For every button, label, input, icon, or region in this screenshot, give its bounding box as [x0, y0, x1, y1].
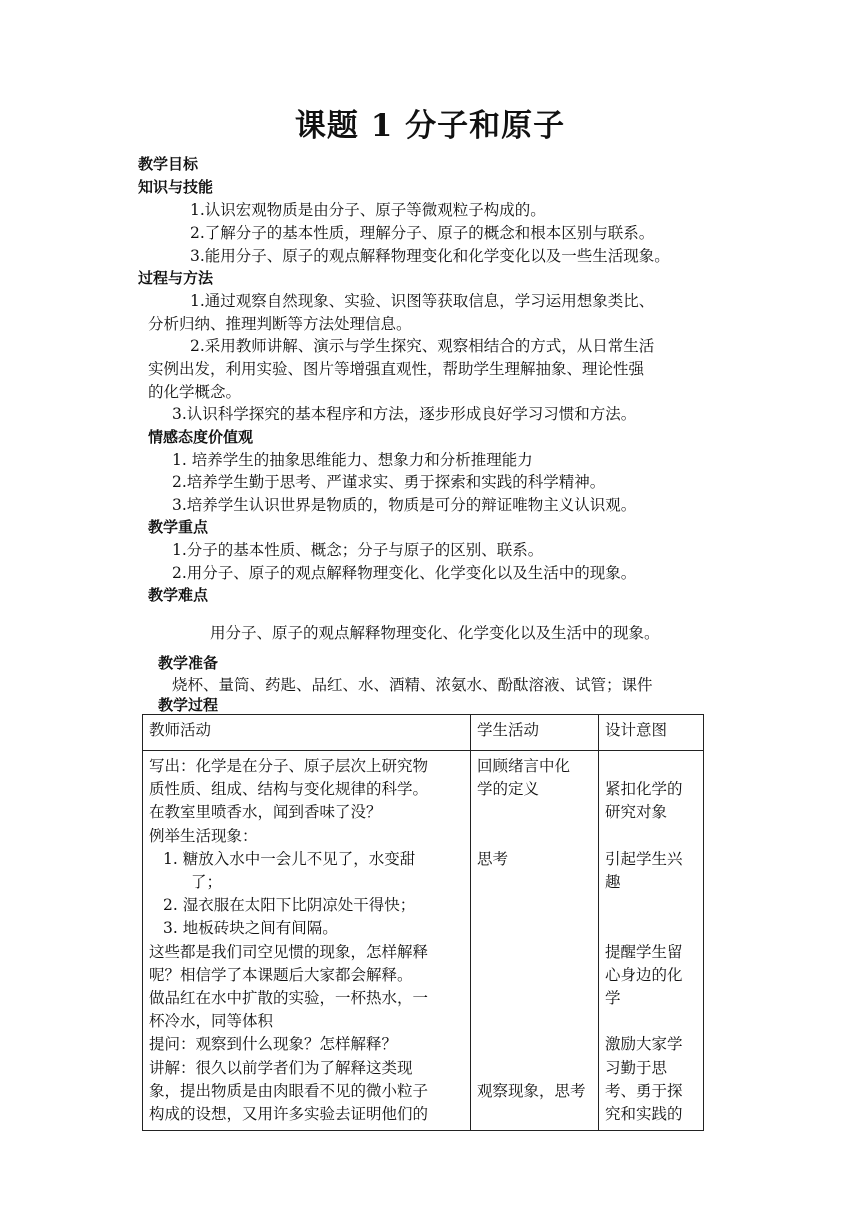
teacher-line: 呢？相信学了本课题后大家都会解释。	[149, 965, 413, 984]
knowledge-item: 1.认识宏观物质是由分子、原子等微观粒子构成的。	[190, 201, 546, 219]
header-teacher: 教师活动	[143, 715, 471, 751]
teacher-line: 做品红在水中扩散的实验，一杯热水，一	[149, 989, 429, 1008]
student-line: 回顾绪言中化	[477, 757, 571, 775]
emotion-heading: 情感态度价值观	[148, 428, 254, 446]
objectives-heading: 教学目标	[138, 155, 199, 173]
header-student: 学生活动	[471, 715, 599, 751]
student-line	[477, 801, 592, 824]
design-line: 学	[605, 989, 621, 1008]
process-line: 1.通过观察自然现象、实验、识图等获取信息，学习运用想象类比、	[190, 292, 655, 310]
process-line: 2.采用教师讲解、演示与学生探究、观察相结合的方式，从日常生活	[190, 337, 655, 355]
design-line: 激励大家学	[605, 1035, 683, 1054]
design-line: 习勤于思	[605, 1058, 668, 1077]
knowledge-item: 3.能用分子、原子的观点解释物理变化和化学变化以及一些生活现象。	[190, 247, 670, 265]
design-line: 研究对象	[605, 803, 668, 822]
design-line: 考、勇于探	[605, 1081, 683, 1100]
teacher-line: 在教室里喷香水，闻到香味了没？	[149, 803, 382, 822]
design-intent-cell	[599, 751, 704, 1131]
emotion-item: 3.培养学生认识世界是物质的，物质是可分的辩证唯物主义认识观。	[172, 496, 637, 514]
teacher-line: 例举生活现象：	[149, 826, 258, 845]
process-line: 3.认识科学探究的基本程序和方法，逐步形成良好学习习惯和方法。	[172, 405, 637, 423]
design-line: 心身边的化	[605, 965, 683, 984]
teacher-line: 讲解：很久以前学者们为了解释这类现	[149, 1058, 413, 1077]
student-activity-cell	[471, 751, 599, 1131]
student-line: 观察现象，思考	[477, 1081, 586, 1100]
process-line: 实例出发，利用实验、图片等增强直观性，帮助学生理解抽象、理论性强	[148, 360, 645, 378]
keypoints-heading: 教学重点	[148, 518, 209, 536]
table-header-row	[143, 715, 704, 751]
teacher-line: 构成的设想，又用许多实验去证明他们的	[149, 1105, 429, 1124]
emotion-item: 1. 培养学生的抽象思维能力、想象力和分析推理能力	[172, 451, 533, 469]
teacher-line: 提问：观察到什么现象？怎样解释？	[149, 1035, 398, 1054]
teacher-line: 质性质、组成、结构与变化规律的科学。	[149, 780, 429, 799]
preparation-heading: 教学准备	[158, 654, 219, 672]
design-line: 趣	[605, 873, 621, 892]
keypoints-item: 2.用分子、原子的观点解释物理变化、化学变化以及生活中的现象。	[172, 564, 637, 582]
student-line: 思考	[477, 849, 509, 868]
teacher-line: 象，提出物质是由肉眼看不见的微小粒子	[149, 1081, 429, 1100]
design-line: 引起学生兴	[605, 849, 683, 868]
teacher-list-item: 1. 糖放入水中一会儿不见了，水变甜	[163, 849, 416, 868]
table-row	[143, 751, 704, 1131]
knowledge-item: 2.了解分子的基本性质，理解分子、原子的概念和根本区别与联系。	[190, 224, 655, 242]
process-line: 的化学概念。	[148, 383, 242, 401]
design-line: 紧扣化学的	[605, 780, 683, 799]
emotion-item: 2.培养学生勤于思考、严谨求实、勇于探索和实践的科学精神。	[172, 473, 606, 491]
design-line: 究和实践的	[605, 1105, 683, 1124]
process-line: 分析归纳、推理判断等方法处理信息。	[148, 315, 412, 333]
teacher-list-item-cont: 了；	[191, 873, 223, 892]
teaching-process-table	[142, 714, 704, 1131]
knowledge-heading: 知识与技能	[138, 178, 214, 196]
difficulty-heading: 教学难点	[148, 586, 209, 604]
teacher-list-item: 3. 地板砖块之间有间隔。	[163, 919, 338, 938]
student-line: 学的定义	[477, 780, 540, 799]
design-line: 提醒学生留	[605, 942, 683, 961]
teacher-list-item: 2. 湿衣服在太阳下比阴凉处干得快；	[163, 896, 416, 915]
process-heading: 过程与方法	[138, 269, 214, 287]
procedure-heading: 教学过程	[158, 696, 219, 714]
difficulty-text: 用分子、原子的观点解释物理变化、化学变化以及生活中的现象。	[210, 624, 660, 642]
student-line	[477, 825, 592, 848]
preparation-text: 烧杯、量筒、药匙、品红、水、酒精、浓氨水、酚酞溶液、试管；课件	[172, 676, 653, 694]
teacher-line: 杯冷水，同等体积	[149, 1012, 274, 1031]
keypoints-item: 1.分子的基本性质、概念；分子与原子的区别、联系。	[172, 541, 544, 559]
teacher-line: 这些都是我们司空见惯的现象，怎样解释	[149, 942, 429, 961]
teacher-activity-cell	[143, 751, 471, 1131]
page-title: 课题 1 分子和原子	[294, 108, 566, 144]
header-design: 设计意图	[599, 715, 704, 751]
teacher-line: 写出：化学是在分子、原子层次上研究物	[149, 757, 429, 775]
